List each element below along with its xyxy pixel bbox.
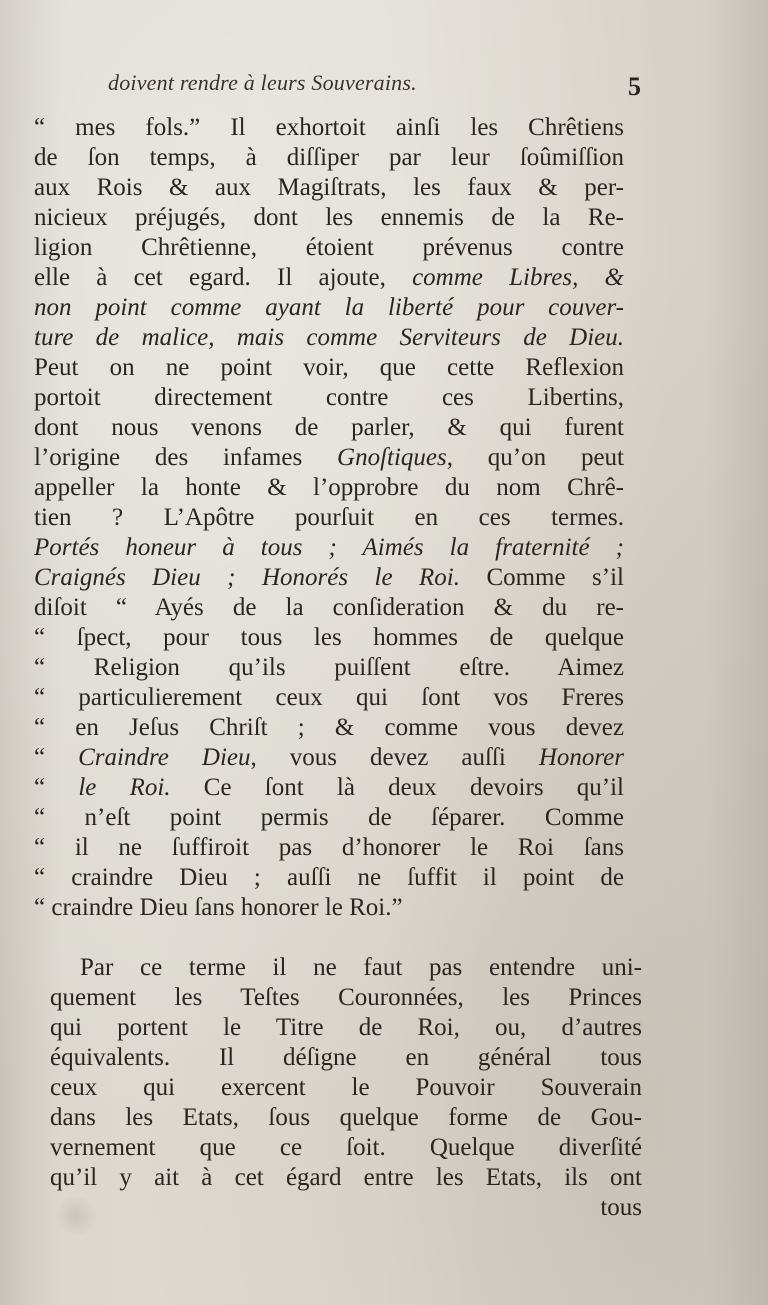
- italic-text: non point comme ayant la liberté pour couver-: [34, 294, 624, 321]
- text-line: [34, 143, 624, 173]
- text-run: quement les Teſtes Couronnées, les Princes: [50, 984, 642, 1011]
- text-run: Peut on ne point voir, que cette Reflexion: [34, 354, 624, 381]
- text-line: [34, 263, 624, 293]
- text-run: aux Rois & aux Magiſtrats, les faux & per-: [34, 174, 624, 201]
- text-run: “ Religion qu’ils puiſſent eſtre. Aimez: [34, 654, 624, 681]
- text-line: [50, 983, 642, 1013]
- text-run: , vous devez auſſi: [250, 744, 539, 771]
- text-run: ceux qui exercent le Pouvoir Souverain: [50, 1074, 642, 1101]
- text-run: “: [34, 774, 79, 801]
- italic-text: Craindre Dieu: [78, 744, 251, 771]
- text-run: “ craindre Dieu ; auſſi ne ſuffit il point de: [34, 864, 624, 891]
- text-run: appeller la honte & l’opprobre du nom Chrê-: [34, 474, 624, 501]
- italic-text: Honorer: [538, 744, 624, 771]
- text-line: [34, 233, 624, 263]
- catchword: tous: [600, 1194, 642, 1221]
- text-run: vernement que ce ſoit. Quelque diverſité: [50, 1134, 642, 1161]
- text-run: , qu’on peut: [446, 444, 624, 471]
- text-line: [34, 353, 624, 383]
- text-line: [34, 113, 624, 143]
- text-line: [34, 743, 624, 773]
- text-run: portoit directement contre ces Libertins,: [34, 384, 624, 411]
- text-run: “ il ne ſuffiroit pas d’honorer le Roi ſans: [34, 834, 624, 861]
- text-run: l’origine des infames: [34, 444, 338, 471]
- text-run: dans les Etats, ſous quelque forme de Gou-: [50, 1104, 642, 1131]
- text-line: [34, 473, 624, 503]
- text-run: diſoit “ Ayés de la conſideration & du re-: [34, 594, 624, 621]
- italic-text: Gnoſtiques: [337, 444, 447, 471]
- text-line: [34, 803, 624, 833]
- text-line: [34, 413, 624, 443]
- text-run: Par ce terme il ne faut pas entendre uni-: [80, 954, 642, 981]
- text-run: “ n’eſt point permis de ſéparer. Comme: [34, 804, 624, 831]
- text-line: [50, 1103, 642, 1133]
- text-run: elle à cet egard. Il ajoute,: [34, 264, 413, 291]
- text-line: [34, 503, 624, 533]
- text-run: “: [34, 744, 79, 771]
- text-line: [34, 653, 624, 683]
- text-run: Comme s’il: [459, 564, 624, 591]
- text-run: “ ſpect, pour tous les hommes de quelque: [34, 624, 624, 651]
- text-run: équivalents. Il déſigne en général tous: [50, 1044, 642, 1071]
- paper-stain: [52, 1196, 100, 1236]
- text-line: [34, 443, 624, 473]
- text-line: [34, 713, 624, 743]
- text-line: [34, 173, 624, 203]
- text-run: “ craindre Dieu ſans honorer le Roi.”: [34, 894, 403, 921]
- page-number: 5: [628, 72, 641, 101]
- text-line: [34, 563, 624, 593]
- text-line: [34, 593, 624, 623]
- text-line: [34, 623, 624, 653]
- text-line: [34, 833, 624, 863]
- italic-text: le Roi.: [78, 774, 171, 801]
- italic-text: Portés honeur à tous ; Aimés la fraternité ;: [34, 534, 624, 561]
- text-line: [34, 293, 624, 323]
- paragraph-2: [50, 953, 642, 1223]
- text-run: “ mes fols.” Il exhortoit ainſi les Chrêtiens: [34, 114, 624, 141]
- text-run: “ en Jeſus Chriſt ; & comme vous devez: [34, 714, 624, 741]
- text-run: Ce ſont là deux devoirs qu’il: [170, 774, 624, 801]
- text-line: [34, 203, 624, 233]
- text-run: “ particulierement ceux qui ſont vos Freres: [34, 684, 624, 711]
- text-line: [50, 1013, 642, 1043]
- text-run: de ſon temps, à diſſiper par leur ſoûmiſſion: [34, 144, 624, 171]
- text-line: [50, 953, 642, 983]
- text-line: [34, 683, 624, 713]
- text-run: ligion Chrêtienne, étoient prévenus contre: [34, 234, 624, 261]
- paragraph-1: [34, 113, 624, 923]
- text-line: [50, 1043, 642, 1073]
- italic-text: ture de malice, mais comme Serviteurs de Dieu.: [34, 324, 624, 351]
- text-line: [34, 383, 624, 413]
- italic-text: Craignés Dieu ; Honorés le Roi.: [34, 564, 460, 591]
- text-line: [34, 773, 624, 803]
- text-line: [34, 863, 624, 893]
- text-run: qui portent le Titre de Roi, ou, d’autres: [50, 1014, 642, 1041]
- text-line: [34, 533, 624, 563]
- text-line: [50, 1073, 642, 1103]
- text-line: [34, 893, 624, 923]
- text-line: [50, 1163, 642, 1193]
- text-run: qu’il y ait à cet égard entre les Etats, ils ont: [50, 1164, 642, 1191]
- italic-text: comme Libres, &: [412, 264, 624, 291]
- text-run: tien ? L’Apôtre pourſuit en ces termes.: [34, 504, 624, 531]
- text-line: [50, 1133, 642, 1163]
- text-run: dont nous venons de parler, & qui furent: [34, 414, 624, 441]
- text-line: [34, 323, 624, 353]
- text-run: nicieux préjugés, dont les ennemis de la Re-: [34, 204, 624, 231]
- running-title: doivent rendre à leurs Souverains.: [108, 70, 417, 95]
